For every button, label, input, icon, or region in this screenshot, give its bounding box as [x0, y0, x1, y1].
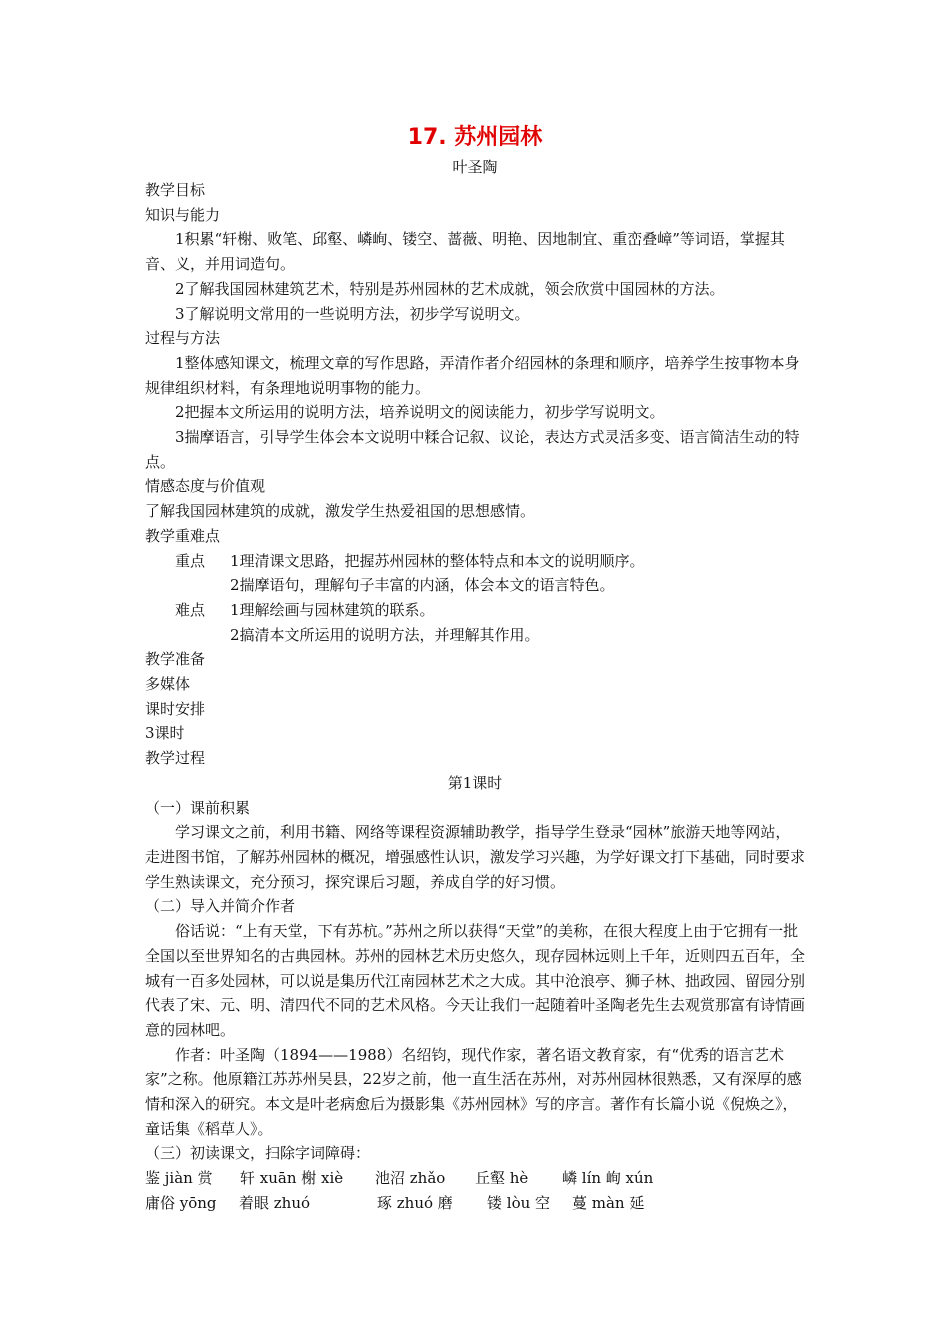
teaching-process-heading: 教学过程 [145, 749, 206, 768]
document-body [145, 178, 805, 1216]
knowledge-heading: 知识与能力 [145, 205, 221, 224]
pinyin-word: 蔓 màn 延 [572, 1193, 645, 1212]
keypoints-heading: 教学重难点 [145, 526, 221, 545]
process-item: 1整体感知课文，梳理文章的写作思路，弄清作者介绍园林的条理和顺序，培养学生按事物本身规律组织材料，有条理地说明事物的能力。 [145, 353, 800, 397]
process-item: 3揣摩语言，引导学生体会本文说明中糅合记叙、议论，表达方式灵活多变、语言简洁生动的特点。 [145, 428, 800, 471]
emotion-text: 了解我国园林建筑的成就，激发学生热爱祖国的思想感情。 [145, 502, 536, 521]
process-method-heading: 过程与方法 [145, 329, 221, 348]
lesson-title: 17. 苏州园林 [407, 125, 543, 150]
pinyin-word: 嶙 lín 峋 xún [562, 1169, 654, 1188]
section1-text: 学习课文之前，利用书籍、网络等课程资源辅助教学，指导学生登录“园林”旅游天地等网站，走进图书馆，了解苏州园林的概况，增强感性认识，激发学习兴趣，为学好课文打下基础，同时要求学生熟读课文，充分预习，探究课后习题，养成自学的好习惯。 [145, 823, 806, 891]
section2-paragraph: 俗话说：“上有天堂，下有苏杭。”苏州之所以获得“天堂”的美称，在很大程度上由于它拥有一批全国以至世界知名的古典园林。苏州的园林艺术历史悠久，现存园林远则上千年，近则四五百年，全城有一百多处园林，可以说是集历代江南园林艺术之大成。其中沧浪亭、狮子林、拙政园、留园分别代表了宋、元、明、清四代不同的艺术风格。今天让我们一起随着叶圣陶老先生去观赏那富有诗情画意的园林吧。 [145, 922, 806, 1039]
pinyin-word: 庸俗 yōng [145, 1193, 217, 1212]
pinyin-word: 镂 lòu 空 [487, 1193, 551, 1212]
focus-row [145, 549, 805, 598]
author-intro: 作者：叶圣陶（1894——1988）名绍钧，现代作家，著名语文教育家，有“优秀的语言艺术家”之称。他原籍江苏苏州吴县，22岁之前，他一直生活在苏州，对苏州园林很熟悉，又有深厚的感情和深入的研究。本文是叶老病愈后为摄影集《苏州园林》写的序言。著作有长篇小说《倪焕之》，童话集《稻草人》。 [145, 1045, 802, 1138]
objectives-heading: 教学目标 [145, 181, 206, 199]
pinyin-row [145, 1191, 805, 1216]
focus-item: 2揣摩语句，理解句子丰富的内涵，体会本文的语言特色。 [230, 576, 615, 595]
difficulty-row [145, 598, 805, 647]
pinyin-word: 轩 xuān 榭 xiè [240, 1169, 344, 1188]
difficulty-item: 2搞清本文所运用的说明方法，并理解其作用。 [230, 625, 540, 644]
section1-heading: （一）课前积累 [145, 798, 251, 817]
knowledge-item: 1积累“轩榭、败笔、邱壑、嶙峋、镂空、蔷薇、明艳、因地制宜、重峦叠嶂”等词语，掌握其音、义，并用词造句。 [145, 230, 785, 274]
difficulty-label: 难点 [175, 600, 206, 619]
pinyin-word: 琢 zhuó 磨 [377, 1193, 453, 1212]
knowledge-item: 3了解说明文常用的一些说明方法，初步学写说明文。 [175, 304, 530, 323]
emotion-heading: 情感态度与价值观 [145, 477, 266, 496]
schedule-text: 3课时 [145, 724, 185, 743]
schedule-heading: 课时安排 [145, 699, 206, 718]
pinyin-word: 着眼 zhuó [239, 1193, 311, 1212]
focus-item: 1理清课文思路，把握苏州园林的整体特点和本文的说明顺序。 [230, 551, 645, 570]
lesson1-heading: 第1课时 [447, 773, 503, 792]
knowledge-item: 2了解我国园林建筑艺术，特别是苏州园林的艺术成就，领会欣赏中国园林的方法。 [175, 279, 725, 298]
difficulty-item: 1理解绘画与园林建筑的联系。 [230, 600, 435, 619]
author-name: 叶圣陶 [452, 158, 498, 176]
pinyin-row [145, 1166, 805, 1191]
process-item: 2把握本文所运用的说明方法，培养说明文的阅读能力，初步学写说明文。 [175, 403, 665, 422]
preparation-text: 多媒体 [145, 675, 191, 694]
section2-heading: （二）导入并简介作者 [145, 897, 296, 916]
pinyin-word: 鉴 jiàn 赏 [145, 1169, 213, 1188]
preparation-heading: 教学准备 [145, 650, 206, 669]
pinyin-word: 丘壑 hè [475, 1169, 529, 1188]
focus-label: 重点 [175, 551, 206, 570]
section3-heading: （三）初读课文，扫除字词障碍： [145, 1144, 371, 1163]
pinyin-word: 池沼 zhǎo [375, 1169, 446, 1188]
